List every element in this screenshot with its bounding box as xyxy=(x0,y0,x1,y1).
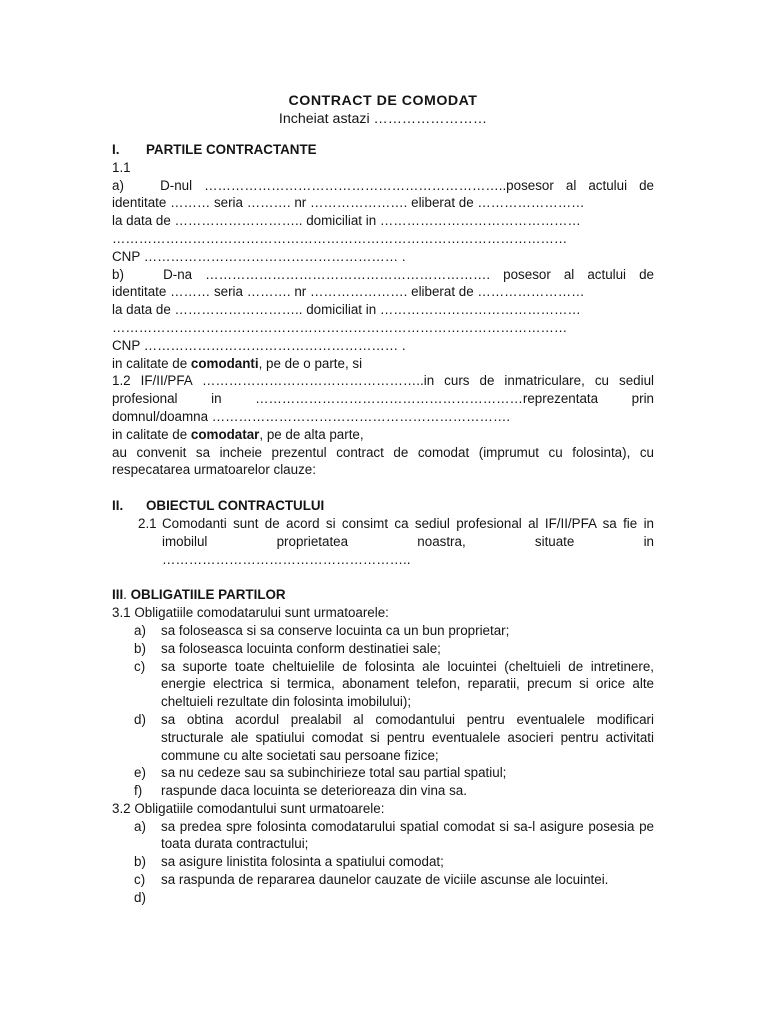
list-item xyxy=(112,782,654,800)
comodatar-line-3: domnul/doamna …………………………………………………………. xyxy=(112,408,511,424)
section-title: OBIECTUL CONTRACTULUI xyxy=(146,498,325,514)
party-b-line-2: identitate ……… seria ………. nr …………………. eliberat de …………………… xyxy=(112,284,585,300)
list-item-text: sa predea spre folosinta comodatarului spatial comodat si sa-l asigure posesia pe toata durata contractului; xyxy=(161,818,654,852)
list-item-label: d) xyxy=(134,889,146,905)
list-item xyxy=(112,764,654,782)
party-a-cnp: CNP ………………………………………………… . xyxy=(112,248,406,264)
list-item xyxy=(112,818,654,854)
comodant-obligations-intro: 3.2 Obligatiile comodantului sunt urmatoarele: xyxy=(112,800,385,816)
agreement-line-1: au convenit sa incheie prezentul contract de comodat (imprumut cu folosinta), cu xyxy=(112,444,654,460)
list-item xyxy=(112,711,654,764)
list-item-label: e) xyxy=(134,765,146,781)
party-a-line-2: identitate ……… seria ………. nr …………………. eliberat de …………………… xyxy=(112,195,585,211)
list-item-text: sa raspunda de repararea daunelor cauzate de viciile ascunse ale locuintei. xyxy=(161,872,609,888)
comodatar-line-2: profesional in ……………………………………………………reprezentata prin xyxy=(112,391,654,407)
agreement-line-2: respecatarea urmatoarelor clauze: xyxy=(112,462,316,478)
list-item-text: raspunde daca locuinta se deterioreaza din vina sa. xyxy=(161,783,467,799)
comodant-obligations-list xyxy=(112,818,654,907)
list-item xyxy=(112,871,654,889)
list-item-label: b) xyxy=(134,854,146,870)
party-a-line-3: la data de ……………………….. domiciliat in ……………………………………… xyxy=(112,213,581,229)
list-item xyxy=(112,640,654,658)
list-item xyxy=(112,658,654,711)
list-item-text xyxy=(161,889,654,907)
clause-number: 1.1 xyxy=(112,159,131,175)
party-a-line-4: ………………………………………………………………………………………… xyxy=(112,230,568,246)
list-item-label: d) xyxy=(134,711,146,727)
section-number: I. xyxy=(112,142,120,157)
list-item-label: a) xyxy=(134,818,146,834)
list-item-label: f) xyxy=(134,783,143,799)
section-heading-1 xyxy=(112,141,654,159)
section-heading-3: III. OBLIGATIILE PARTILOR xyxy=(112,587,286,603)
list-item-text: sa suporte toate cheltuielile de folosinta ale locuintei (cheltuieli de intretinere, energie electrica si termica, abonament telefon, reparatii, precum si orice alte cheltuieli rezultate din folosinta imobilului); xyxy=(161,658,654,710)
clause-2-1-line-3: ……………………………………………….. xyxy=(162,551,411,567)
comodatar-role: in calitate de comodatar, pe de alta parte, xyxy=(112,426,364,442)
comodatar-obligations-intro: 3.1 Obligatiile comodatarului sunt urmatoarele: xyxy=(112,605,389,621)
document-subtitle: Incheiat astazi …………………… xyxy=(278,111,488,127)
comodanti-role: in calitate de comodanti, pe de o parte, si xyxy=(112,355,363,371)
comodatar-obligations-list xyxy=(112,622,654,800)
clause-2-1-line-1: Comodanti sunt de acord si consimt ca sediul profesional al IF/II/PFA sa fie in xyxy=(162,515,654,531)
comodatar-line-1: 1.2 IF/II/PFA …………………………………………..in curs de inmatriculare, cu sediul xyxy=(112,373,654,389)
list-item-label: c) xyxy=(134,658,146,674)
list-item-text: sa asigure linistita folosinta a spatiului comodat; xyxy=(161,854,444,870)
section-title: PARTILE CONTRACTANTE xyxy=(146,142,317,157)
section-number: III xyxy=(112,587,124,603)
list-item-label: a) xyxy=(134,622,146,638)
list-item xyxy=(112,889,654,907)
party-b-cnp: CNP ………………………………………………… . xyxy=(112,337,406,353)
party-b-line-1: b) D-na ………………………………………………………. posesor al actului de xyxy=(112,266,654,282)
section-number: II. xyxy=(112,498,124,514)
list-item-label: b) xyxy=(134,640,146,656)
list-item-label: c) xyxy=(134,872,146,888)
party-a-line-1: a) D-nul …………………………………………………………..posesor al actului de xyxy=(112,177,655,193)
clause-label: 2.1 xyxy=(138,515,157,531)
list-item-text: sa foloseasca si sa conserve locuinta ca un bun proprietar; xyxy=(161,622,510,638)
party-b-line-4: ………………………………………………………………………………………… xyxy=(112,319,568,335)
list-item-text: sa obtina acordul prealabil al comodantului pentru eventualele modificari structurale ale spatiului comodat si pentru eventualele asocieri pentru activitati commune cu alte societati sau persoane fizice; xyxy=(161,711,654,763)
section-title: OBLIGATIILE PARTILOR xyxy=(130,587,286,603)
clause-2-1 xyxy=(112,515,654,568)
document-title: CONTRACT DE COMODAT xyxy=(288,93,478,109)
list-item xyxy=(112,622,654,640)
list-item-text: sa foloseasca locuinta conform destinatiei sale; xyxy=(161,640,441,656)
list-item-text: sa nu cedeze sau sa subinchirieze total sau partial spatiul; xyxy=(161,765,507,781)
clause-2-1-line-2: imobilul proprietatea noastra, situate in xyxy=(162,533,654,549)
section-heading-2 xyxy=(112,497,654,515)
party-b-line-3: la data de ……………………….. domiciliat in ……………………………………… xyxy=(112,302,581,318)
list-item xyxy=(112,853,654,871)
